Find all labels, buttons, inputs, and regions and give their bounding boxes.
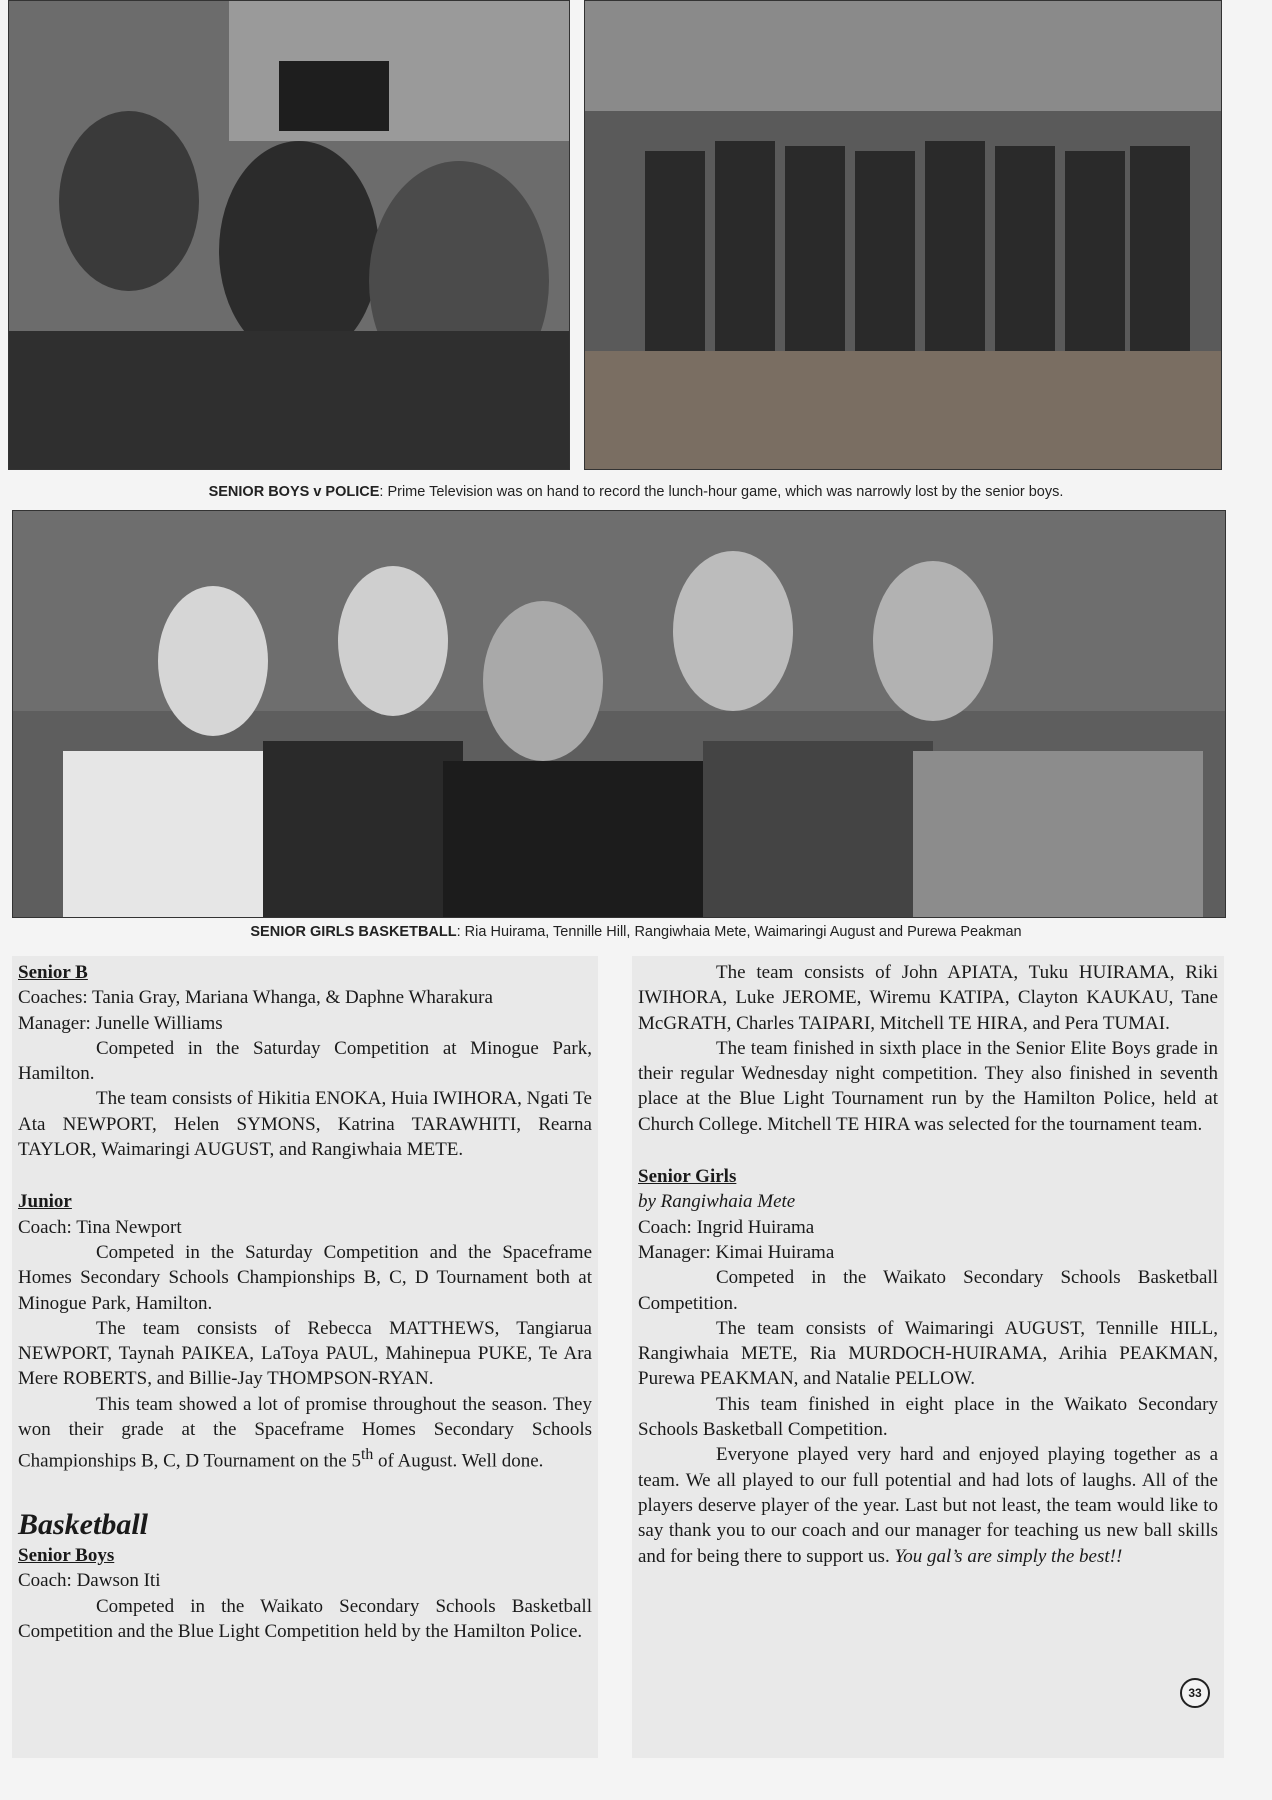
senior-b-manager: Manager: Junelle Williams — [18, 1012, 223, 1034]
photo-team-police — [584, 0, 1222, 470]
caption-text: : Prime Television was on hand to record the lunch-hour game, which was narrowly lost by the senior boys. — [379, 484, 1064, 500]
photo-caption-senior-girls — [0, 924, 1272, 940]
right-column — [632, 956, 1224, 1758]
senior-boys-coach: Coach: Dawson Iti — [18, 1570, 161, 1592]
heading-senior-boys: Senior Boys — [18, 1544, 115, 1566]
senior-girls-coach: Coach: Ingrid Huirama — [638, 1216, 815, 1238]
senior-b-coaches: Coaches: Tania Gray, Mariana Whanga, & Daphne Wharakura — [18, 987, 493, 1009]
junior-p3-text: of August. Well done. — [373, 1450, 544, 1472]
page-number: 33 — [1180, 1678, 1210, 1708]
photo-senior-girls — [12, 510, 1226, 918]
section-title-basketball: Basketball — [18, 1507, 149, 1541]
heading-junior: Junior — [18, 1191, 72, 1213]
senior-boys-team-paragraph: The team consists of John APIATA, Tuku HUIRAMA, Riki IWIHORA, Luke JEROME, Wiremu KATIPA, Clayton KAUKAU, Tane McGRATH, Charles TAIPARI, Mitchell TE HIRA, and Pera TUMAI. — [638, 962, 1218, 1034]
senior-girls-closing: You gal’s are simply the best!! — [894, 1545, 1123, 1567]
photo-camera-crew — [8, 0, 570, 470]
junior-paragraph: Competed in the Saturday Competition and the Spaceframe Homes Secondary Schools Championships B, C, D Tournament both at Minogue Park, Hamilton. — [18, 1241, 592, 1314]
senior-b-paragraph: Competed in the Saturday Competition at Minogue Park, Hamilton. — [18, 1037, 592, 1085]
junior-coach: Coach: Tina Newport — [18, 1216, 182, 1238]
senior-girls-byline: by Rangiwhaia Mete — [638, 1191, 796, 1213]
camera-crew-illustration — [9, 1, 569, 469]
senior-girls-paragraph — [638, 1442, 1218, 1568]
team-photo-illustration — [585, 1, 1221, 469]
senior-girls-manager: Manager: Kimai Huirama — [638, 1241, 835, 1263]
senior-girls-paragraph: This team finished in eight place in the Waikato Secondary Schools Basketball Competition. — [638, 1393, 1218, 1441]
junior-paragraph: The team consists of Rebecca MATTHEWS, Tangiarua NEWPORT, Taynah PAIKEA, LaToya PAUL, Mahinepua PUKE, Te Ara Mere ROBERTS, and Billie-Jay THOMPSON-RYAN. — [18, 1317, 592, 1390]
caption-title: SENIOR BOYS v POLICE — [208, 484, 380, 500]
senior-girls-p4-text: Everyone played very hard and enjoyed playing together as a team. We all played to our full potential and had lots of laughs. All of the players deserve player of the year. Last but not least, the team would like to say thank you to our coach and our manager for teaching us new ball skills and for being there to support us. — [638, 1444, 1218, 1567]
senior-boys-paragraph: Competed in the Waikato Secondary Schools Basketball Competition and the Blue Light Competition held by the Hamilton Police. — [18, 1595, 592, 1642]
ordinal-suffix: th — [360, 1446, 374, 1464]
caption-title: SENIOR GIRLS BASKETBALL — [250, 924, 457, 940]
junior-p3-text: This team showed a lot of promise throughout the season. They won their grade at the Spaceframe Homes Secondary Schools Championships B, C, D Tournament on the 5 — [18, 1393, 592, 1472]
senior-girls-paragraph: Competed in the Waikato Secondary Schools Basketball Competition. — [638, 1267, 1218, 1314]
caption-text: : Ria Huirama, Tennille Hill, Rangiwhaia Mete, Waimaringi August and Purewa Peakman — [456, 924, 1022, 940]
senior-b-paragraph: The team consists of Hikitia ENOKA, Huia IWIHORA, Ngati Te Ata NEWPORT, Helen SYMONS, Katrina TARAWHITI, Rearna TAYLOR, Waimaringi AUGUST, and Rangiwhaia METE. — [18, 1088, 592, 1161]
heading-senior-girls: Senior Girls — [638, 1166, 737, 1188]
heading-senior-b: Senior B — [18, 962, 88, 983]
junior-paragraph — [18, 1392, 592, 1474]
photo-caption-senior-boys — [0, 484, 1272, 500]
girls-team-illustration — [13, 511, 1225, 917]
senior-girls-paragraph: The team consists of Waimaringi AUGUST, Tennille HILL, Rangiwhaia METE, Ria MURDOCH-HUIRAMA, Arihia PEAKMAN, Purewa PEAKMAN, and Natalie PELLOW. — [638, 1317, 1218, 1390]
senior-boys-results-paragraph: The team finished in sixth place in the Senior Elite Boys grade in their regular Wednesday night competition. They also finished in seventh place at the Blue Light Tournament run by the Hamilton Police, held at Church College. Mitchell TE HIRA was selected for the tournament team. — [638, 1037, 1218, 1135]
left-column — [12, 956, 598, 1758]
